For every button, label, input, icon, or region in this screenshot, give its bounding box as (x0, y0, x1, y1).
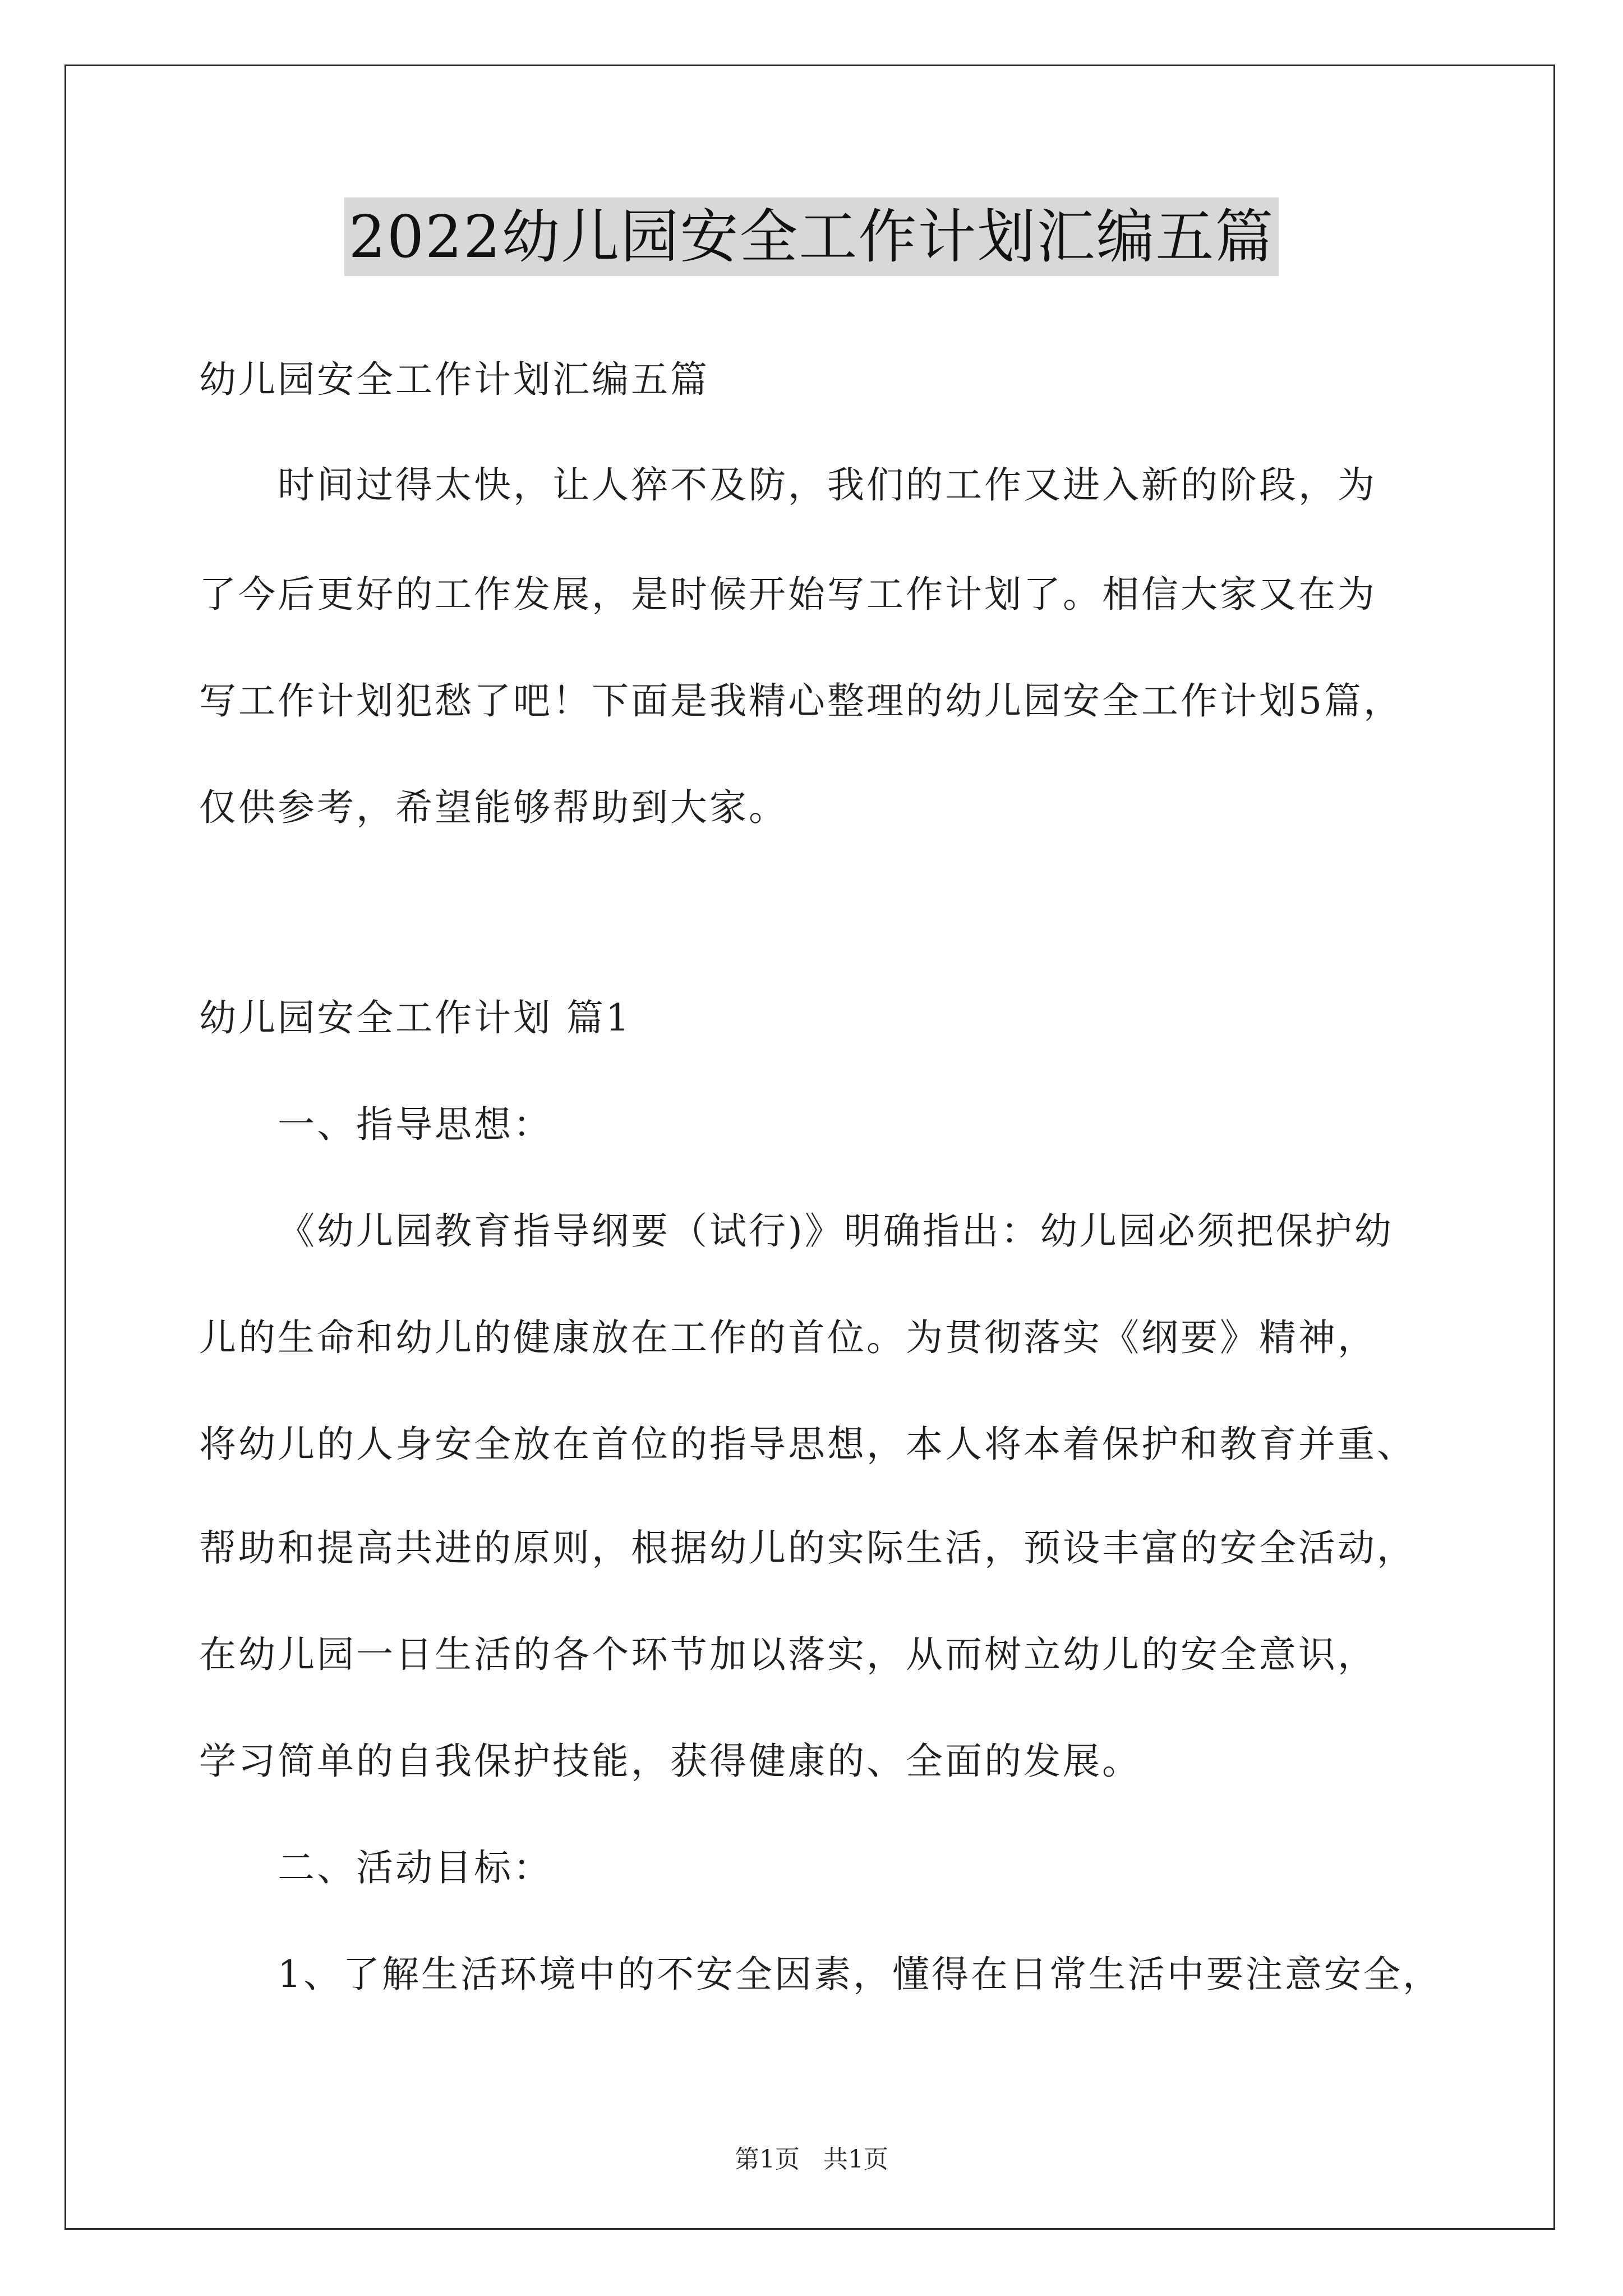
subsection-heading: 二、活动目标： (278, 1846, 552, 1889)
paragraph-line: 儿的生命和幼儿的健康放在工作的首位。为贯彻落实《纲要》精神， (199, 1316, 1377, 1359)
title-container (0, 197, 1623, 276)
paragraph-line: 仅供参考，希望能够帮助到大家。 (199, 786, 788, 829)
paragraph-line: 了今后更好的工作发展，是时候开始写工作计划了。相信大家又在为 (199, 573, 1377, 616)
subsection-heading: 一、指导思想： (278, 1103, 552, 1146)
paragraph-line: 《幼儿园教育指导纲要（试行)》明确指出：幼儿园必须把保护幼 (278, 1209, 1394, 1253)
subtitle-line: 幼儿园安全工作计划汇编五篇 (199, 358, 709, 401)
paragraph-line: 1、了解生活环境中的不安全因素，懂得在日常生活中要注意安全， (278, 1953, 1442, 1996)
section-heading: 幼儿园安全工作计划 篇1 (199, 996, 631, 1039)
paragraph-line: 时间过得太快，让人猝不及防，我们的工作又进入新的阶段，为 (278, 463, 1377, 507)
document-title: 2022幼儿园安全工作计划汇编五篇 (344, 197, 1279, 276)
paragraph-line: 帮助和提高共进的原则，根据幼儿的实际生活，预设丰富的安全活动， (199, 1526, 1416, 1570)
paragraph-line: 在幼儿园一日生活的各个环节加以落实，从而树立幼儿的安全意识， (199, 1633, 1377, 1676)
page-number: 第1页 共1页 (735, 2145, 888, 2174)
paragraph-line: 将幼儿的人身安全放在首位的指导思想，本人将本着保护和教育并重、 (199, 1423, 1416, 1466)
paragraph-line: 写工作计划犯愁了吧！下面是我精心整理的幼儿园安全工作计划5篇， (199, 679, 1403, 723)
paragraph-line: 学习简单的自我保护技能，获得健康的、全面的发展。 (199, 1740, 1141, 1783)
